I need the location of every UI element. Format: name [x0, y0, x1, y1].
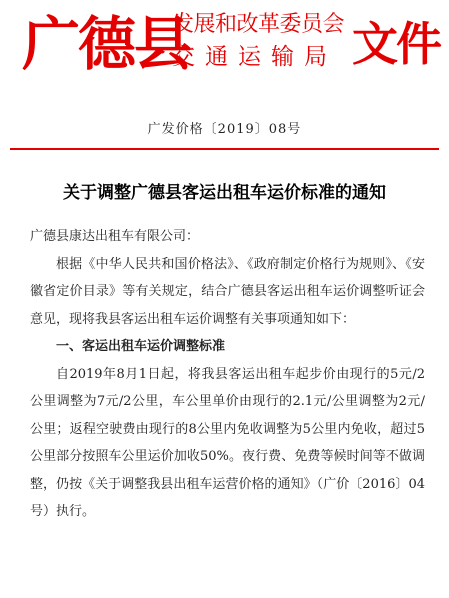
issuer-agency-1: 发展和改革委员会 [172, 12, 345, 37]
red-divider-line [10, 148, 439, 150]
salutation: 广德县康达出租车有限公司： [30, 229, 200, 244]
intro-paragraph: 根据《中华人民共和国价格法》、《政府制定价格行为规则》、《安徽省定价目录》等有关规定，结合广德县客运出租车运价调整听证会意见，现将我县客运出租车运价调整有关事项通知如下： [30, 256, 425, 327]
section-paragraph: 自2019年8月1日起，将我县客运出租车起步价由现行的5元/2公里调整为7元/2公里，车公里单价由现行的2.1元/公里调整为2元/公里；返程空驶费由现行的8公里内免收调整为5公里内免收，超过5公里部分按照车公里运价加收50%。夜行费、免费等候时间等不做调整，仍按《关于调整我县出租车运营价格的通知》（广价〔2016〕04号）执行。 [30, 366, 425, 519]
issuer-agency-2: 交通运输局 [172, 44, 337, 70]
document-number: 广发价格〔2019〕08号 [147, 122, 302, 137]
document-type-label: 文件 [352, 17, 440, 71]
section-heading: 一、客运出租车运价调整标准 [56, 339, 226, 354]
issuer-name-left: 广德县 [22, 10, 191, 78]
issuer-agencies [172, 10, 368, 74]
document-body [30, 223, 425, 526]
document-title: 关于调整广德县客运出租车运价标准的通知 [63, 183, 386, 203]
document-header [0, 0, 449, 90]
